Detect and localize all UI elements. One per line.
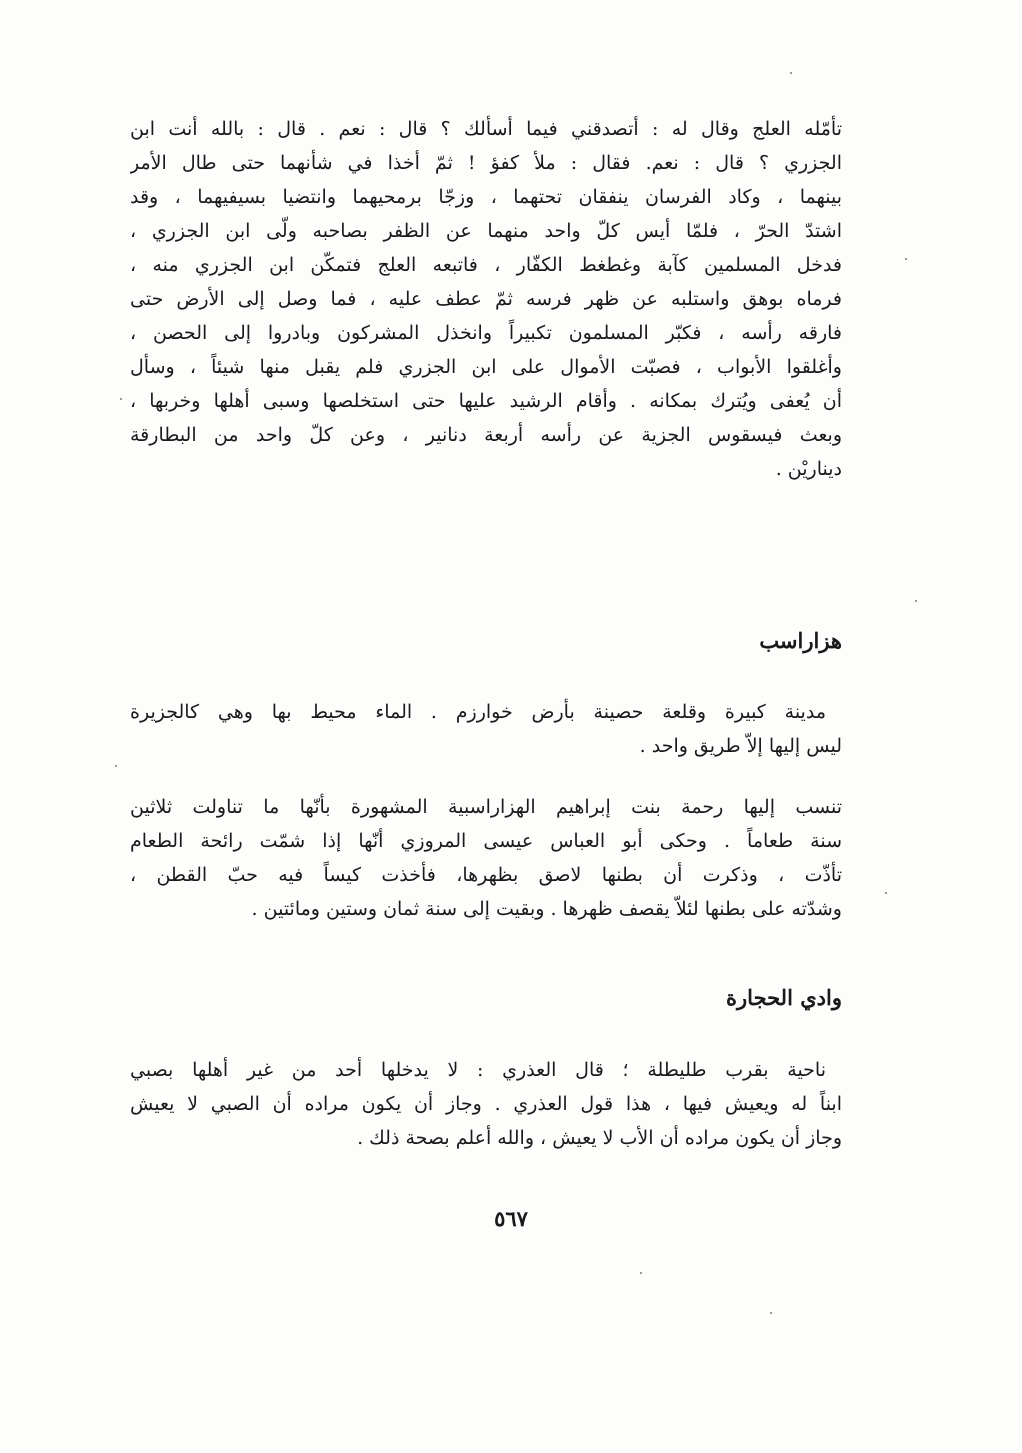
text-line: ناحية بقرب طليطلة ؛ قال العذري : لا يدخلها أحد من غير أهلها بصبي bbox=[130, 1059, 826, 1081]
text-line: ديناريْن . bbox=[775, 458, 842, 480]
scan-speck bbox=[115, 765, 117, 767]
text-line: ليس إليها إلاّ طريق واحد . bbox=[639, 735, 842, 757]
text-line: اشتدّ الحرّ ، فلمّا أيس كلّ واحد منهما عن الظفر بصاحبه ولّى ابن الجزري ، bbox=[130, 220, 842, 242]
text-line: تأذّت ، وذكرت أن بطنها لاصق بظهرها، فأخذت كيساً فيه حبّ القطن ، bbox=[130, 864, 842, 886]
text-line: ابناً له ويعيش فيها ، هذا قول العذري . وجاز أن يكون مراده أن الصبي لا يعيش bbox=[130, 1093, 842, 1115]
text-line: تأمّله العلج وقال له : أتصدقني فيما أسألك ؟ قال : نعم . قال : بالله أنت ابن bbox=[130, 118, 842, 140]
text-line: تنسب إليها رحمة بنت إبراهيم الهزاراسبية المشهورة بأنّها ما تناولت ثلاثين bbox=[130, 796, 842, 818]
text-line: وأغلقوا الأبواب ، فصبّت الأموال على ابن الجزري فلم يقبل منها شيئاً ، وسأل bbox=[130, 356, 842, 378]
entry-heading-wadi-al-hijara: وادي الحجارة bbox=[726, 985, 842, 1010]
text-line: وجاز أن يكون مراده أن الأب لا يعيش ، والله أعلم بصحة ذلك . bbox=[357, 1127, 842, 1149]
text-line: سنة طعاماً . وحكى أبو العباس عيسى المروزي أنّها إذا شمّت رائحة الطعام bbox=[130, 830, 842, 852]
paragraph-wadi-al-hijara bbox=[130, 1053, 842, 1155]
entry-heading-hazarasb: هزاراسب bbox=[759, 628, 842, 653]
scan-speck bbox=[770, 1312, 772, 1314]
scan-speck bbox=[640, 1272, 642, 1274]
text-line: فدخل المسلمين كآبة وغطغط الكفّار ، فاتبعه العلج فتمكّن ابن الجزري منه ، bbox=[130, 254, 842, 276]
paragraph-hazarasb-notable bbox=[130, 790, 842, 926]
scan-speck bbox=[905, 258, 907, 260]
text-line: مدينة كبيرة وقلعة حصينة بأرض خوارزم . الماء محيط بها وهي كالجزيرة bbox=[130, 701, 826, 723]
scan-speck bbox=[915, 600, 917, 602]
text-line: فرماه بوهق واستلبه عن ظهر فرسه ثمّ عطف عليه ، فما وصل إلى الأرض حتى bbox=[130, 288, 842, 310]
page-number: ٥٦٧ bbox=[494, 1206, 528, 1231]
text-line: فارقه رأسه ، فكبّر المسلمون تكبيراً وانخذل المشركون وبادروا إلى الحصن ، bbox=[130, 322, 842, 344]
text-line: وبعث فيسقوس الجزية عن رأسه أربعة دنانير ، وعن كلّ واحد من البطارقة bbox=[130, 424, 842, 446]
scan-speck bbox=[885, 892, 887, 894]
paragraph-hazarasb-description bbox=[130, 695, 842, 763]
paragraph-continuation bbox=[130, 112, 842, 486]
text-line: بينهما ، وكاد الفرسان ينفقان تحتهما ، وزجّا برمحيهما وانتضيا بسيفيهما ، وقد bbox=[130, 186, 842, 208]
text-line: وشدّته على بطنها لئلاّ يقصف ظهرها . وبقيت إلى سنة ثمان وستين ومائتين . bbox=[251, 898, 842, 920]
scan-speck bbox=[790, 72, 792, 74]
text-line: الجزري ؟ قال : نعم. فقال : ملأ كفؤ ! ثمّ أخذا في شأنهما حتى طال الأمر bbox=[130, 152, 842, 174]
text-line: أن يُعفى ويُترك بمكانه . وأقام الرشيد عليها حتى استخلصها وسبى أهلها وخربها ، bbox=[130, 390, 842, 412]
scan-speck bbox=[120, 398, 122, 400]
